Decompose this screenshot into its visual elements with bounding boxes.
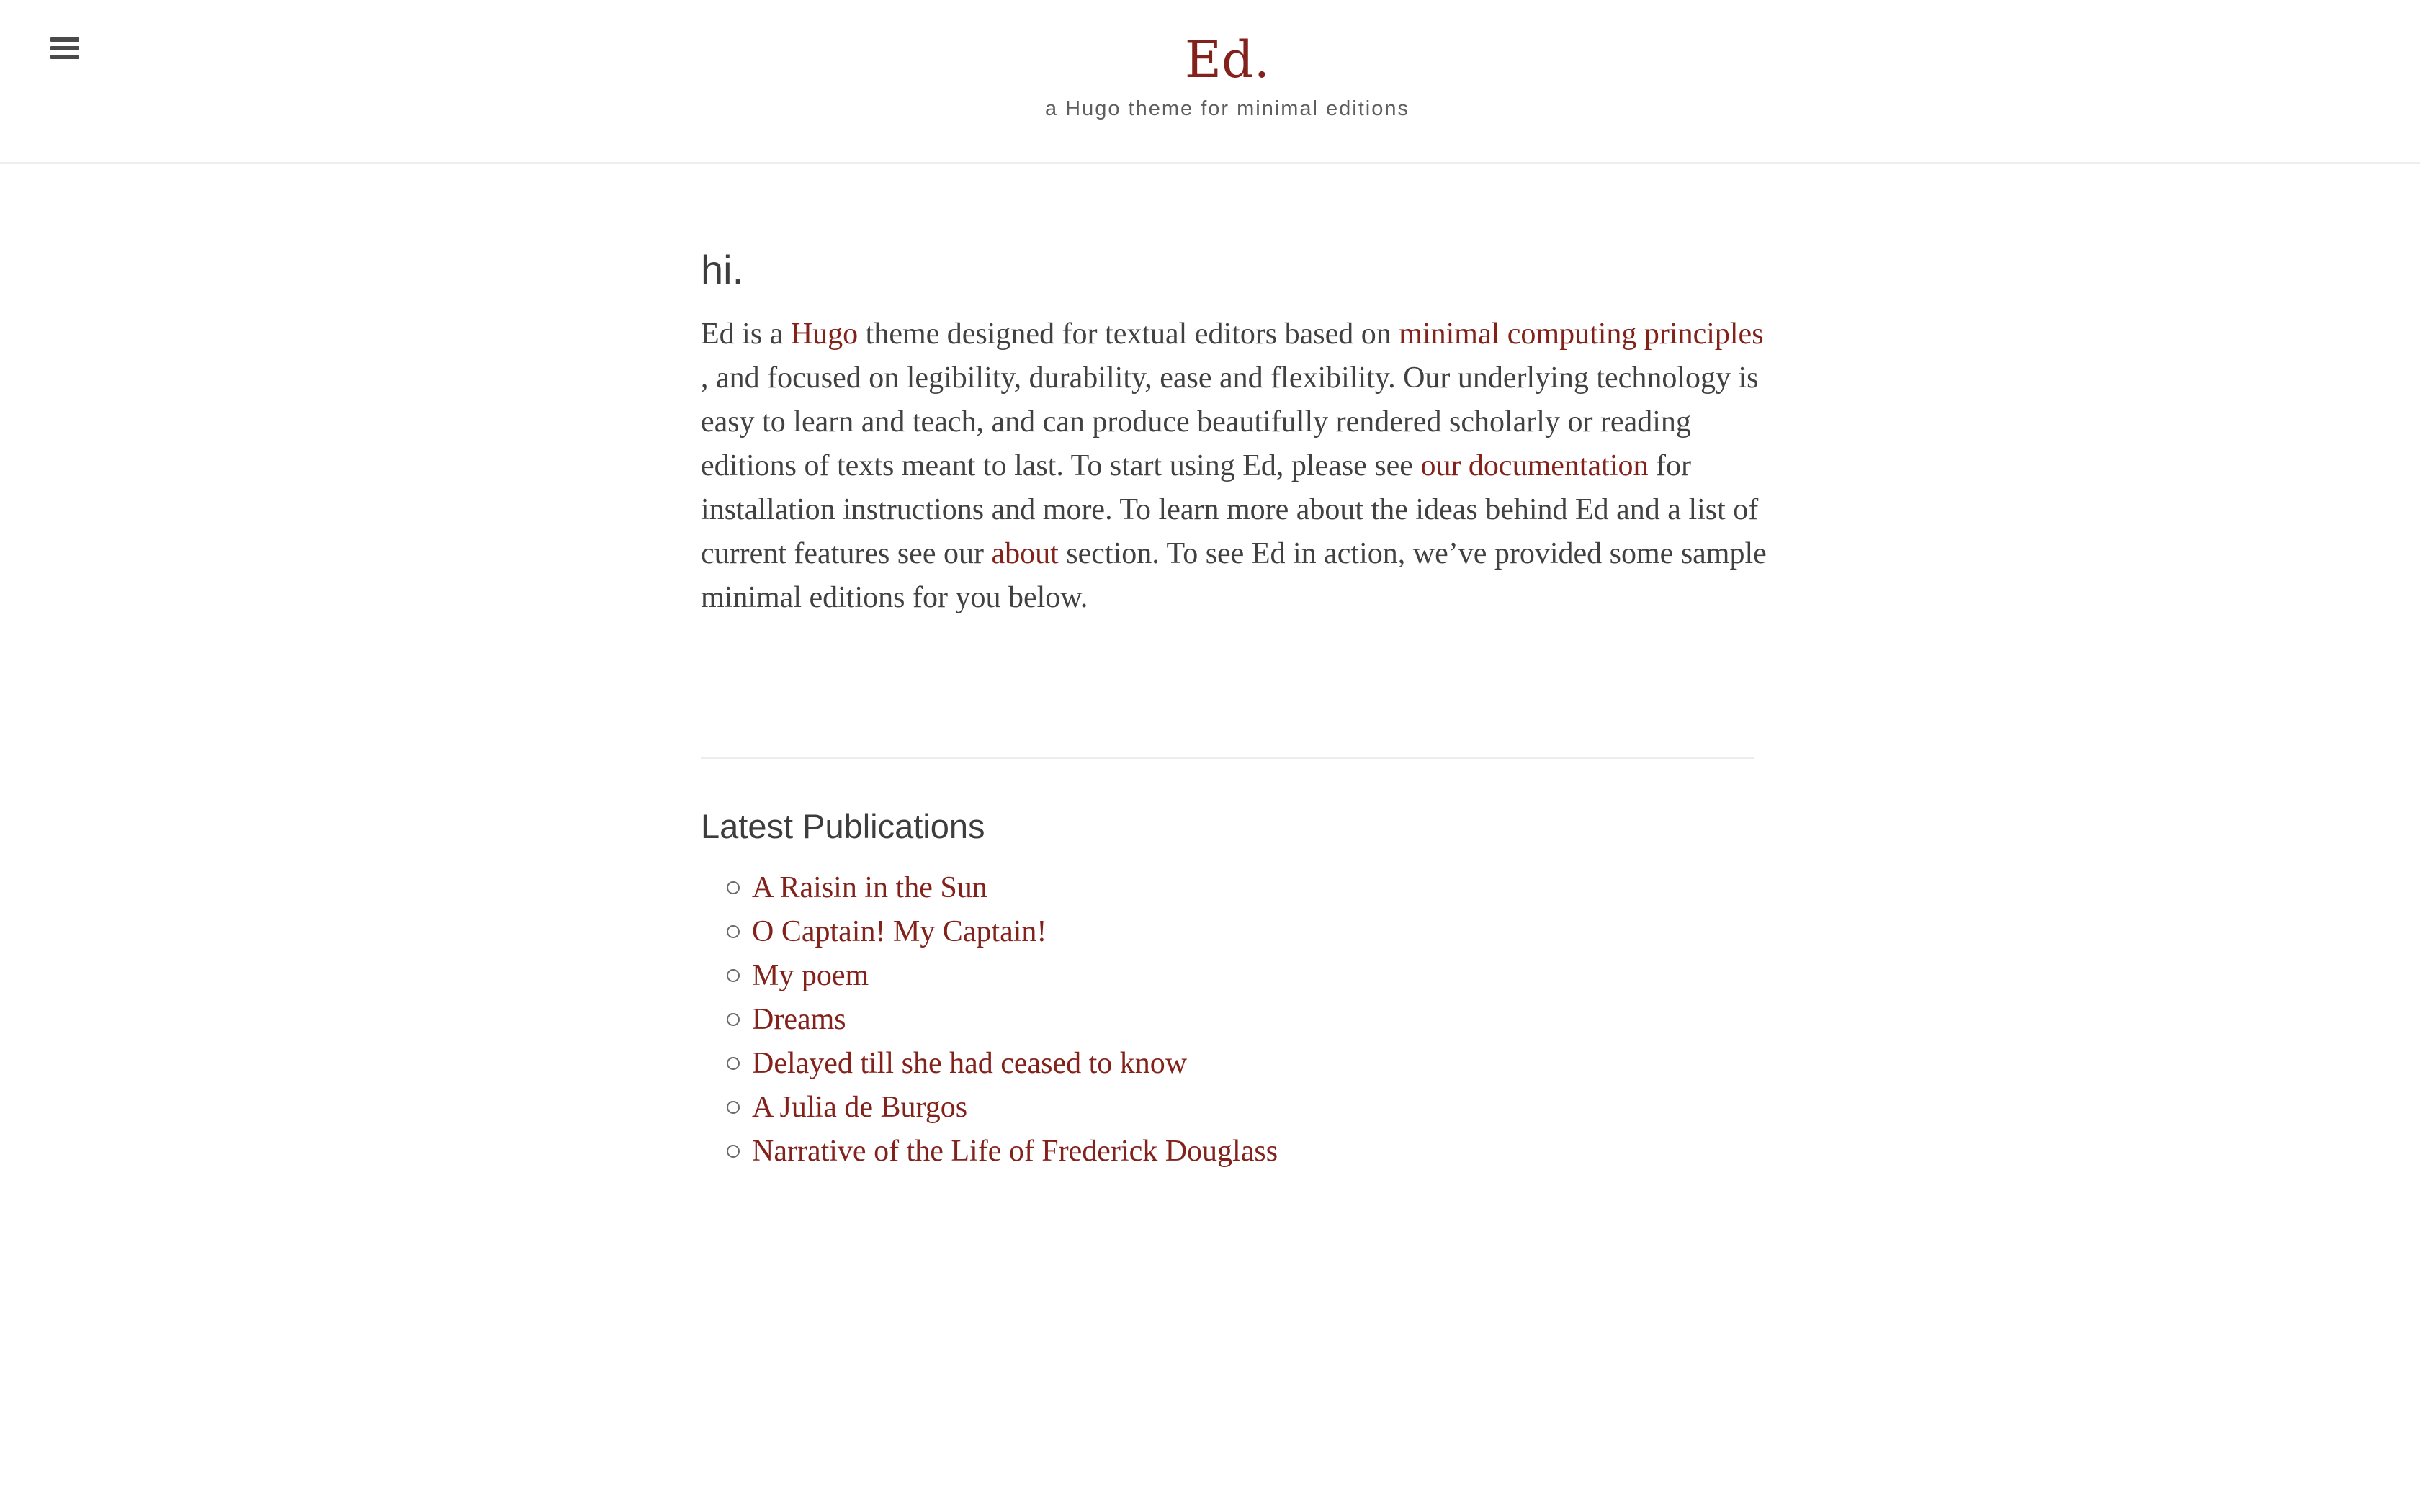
intro-text: , and focused on legibility, durability, ease and flexibility. Our underlying technology is easy to learn and teach, and can produce beautifully rendered scholarly or reading editions of texts meant to last. To start using Ed, please see (701, 361, 1759, 482)
publication-link[interactable]: O Captain! My Captain! (752, 915, 1047, 948)
intro-text: theme designed for textual editors based on (858, 318, 1399, 351)
page-heading: hi. (701, 247, 744, 292)
intro-text: Ed is a (701, 318, 791, 351)
publication-link[interactable]: A Julia de Burgos (752, 1091, 968, 1124)
link-hugo[interactable]: Hugo (790, 318, 859, 351)
publication-link[interactable]: Delayed till she had ceased to know (752, 1047, 1188, 1080)
intro-text: for installation instructions and more. To learn more about the ideas behind Ed and a list of current features see our (701, 449, 1759, 570)
list-item (701, 954, 1767, 998)
publication-link[interactable]: Dreams (752, 1003, 846, 1036)
list-item (701, 1130, 1767, 1174)
link-about[interactable]: about (991, 537, 1059, 570)
list-item (701, 1086, 1767, 1130)
list-item (701, 998, 1767, 1042)
latest-publications-heading: Latest Publications (701, 807, 985, 845)
intro-paragraph (701, 312, 1767, 620)
site-header (0, 0, 2420, 164)
publication-link[interactable]: Narrative of the Life of Frederick Douglass (752, 1135, 1278, 1168)
link-minimal-computing-principles[interactable]: minimal computing principles (1399, 318, 1764, 351)
site-title[interactable]: Ed. (1184, 30, 1270, 89)
site-subtitle: a Hugo theme for minimal editions (1044, 97, 1410, 120)
list-item (701, 866, 1767, 910)
header-title-group (17, 0, 2420, 121)
publication-link[interactable]: A Raisin in the Sun (752, 871, 987, 904)
link-our-documentation[interactable]: our documentation (1420, 449, 1649, 482)
intro-text: section. To see Ed in action, we’ve provided some sample minimal editions for you below. (701, 537, 1767, 614)
main-content (701, 246, 1767, 1174)
section-divider (701, 757, 1754, 759)
list-item (701, 910, 1767, 954)
publications-list (701, 866, 1767, 1174)
publication-link[interactable]: My poem (752, 959, 869, 992)
list-item (701, 1042, 1767, 1086)
